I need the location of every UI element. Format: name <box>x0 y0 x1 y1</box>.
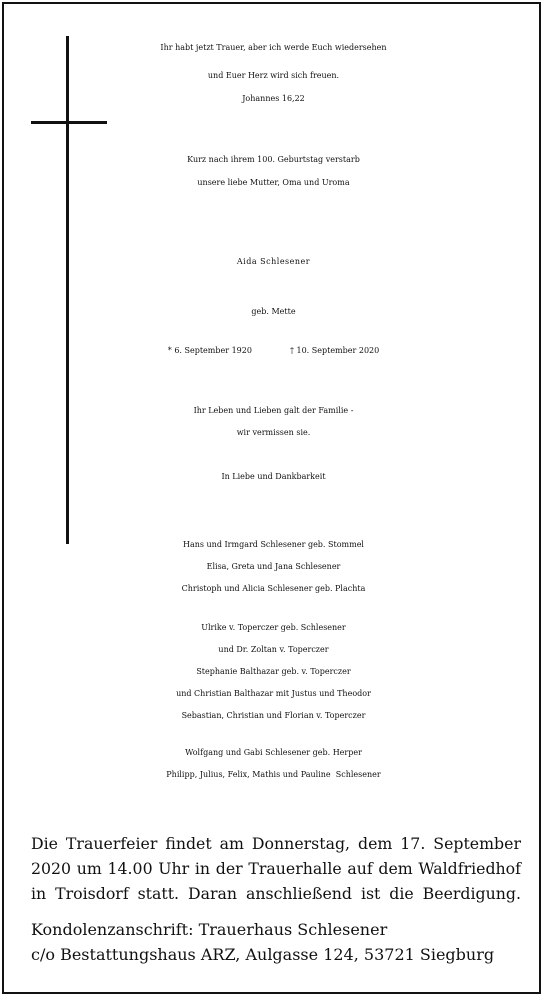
condolence-address <box>31 917 521 967</box>
mourner-line: Christoph und Alicia Schlesener geb. Plachta <box>181 584 366 593</box>
mourner-line: Wolfgang und Gabi Schlesener geb. Herper <box>185 748 362 757</box>
mourner-line: Philipp, Julius, Felix, Mathis und Pauline Schlesener <box>166 770 381 779</box>
funeral-line: 2020 um 14.00 Uhr in der Trauerhalle auf dem Waldfriedhof <box>31 859 521 878</box>
mourner-line: Elisa, Greta und Jana Schlesener <box>206 562 341 571</box>
death-date: † 10. September 2020 <box>289 346 380 355</box>
mourner-line: Stephanie Balthazar geb. v. Toperczer <box>196 667 351 676</box>
intro-line: Kurz nach ihrem 100. Geburtstag verstarb <box>187 155 360 164</box>
funeral-line: Die Trauerfeier findet am Donnerstag, dem 17. September <box>31 834 521 853</box>
intro-line: unsere liebe Mutter, Oma und Uroma <box>197 178 350 187</box>
mourner-line: und Christian Balthazar mit Justus und Theodor <box>176 689 371 698</box>
condolence-line: c/o Bestattungshaus ARZ, Aulgasse 124, 53721 Siegburg <box>31 945 495 964</box>
cross-icon-horizontal-beam <box>31 121 107 124</box>
life-dates <box>0 340 547 362</box>
mourner-line: Ulrike v. Toperczer geb. Schlesener <box>201 623 346 632</box>
announcement-intro <box>0 148 547 194</box>
funeral-announcement <box>31 831 521 906</box>
maiden-name: geb. Mette <box>251 307 296 316</box>
family-group <box>0 534 547 600</box>
birth-date: * 6. September 1920 <box>167 346 252 355</box>
bible-verse-line: und Euer Herz wird sich freuen. <box>207 71 340 80</box>
motto-line: wir vermissen sie. <box>236 428 311 437</box>
mourner-line: und Dr. Zoltan v. Toperczer <box>218 645 329 654</box>
deceased-name: Aida Schlesener <box>236 257 311 266</box>
mourner-line: Hans und Irmgard Schlesener geb. Stommel <box>182 540 364 549</box>
bible-verse <box>0 34 547 90</box>
bible-verse-line: Ihr habt jetzt Trauer, aber ich werde Euch wiedersehen <box>160 43 387 52</box>
motto-line: Ihr Leben und Lieben galt der Familie - <box>193 406 354 415</box>
memorial-motto <box>0 400 547 444</box>
funeral-line: in Troisdorf statt. Daran anschließend ist die Beerdigung. <box>31 884 521 903</box>
gratitude-line: In Liebe und Dankbarkeit <box>221 472 326 481</box>
condolence-line: Kondolenzanschrift: Trauerhaus Schlesener <box>31 920 388 939</box>
mourner-line: Sebastian, Christian und Florian v. Toperczer <box>181 711 366 720</box>
family-group <box>0 742 547 786</box>
bible-verse-source: Johannes 16,22 <box>242 94 305 103</box>
family-group <box>0 617 547 727</box>
